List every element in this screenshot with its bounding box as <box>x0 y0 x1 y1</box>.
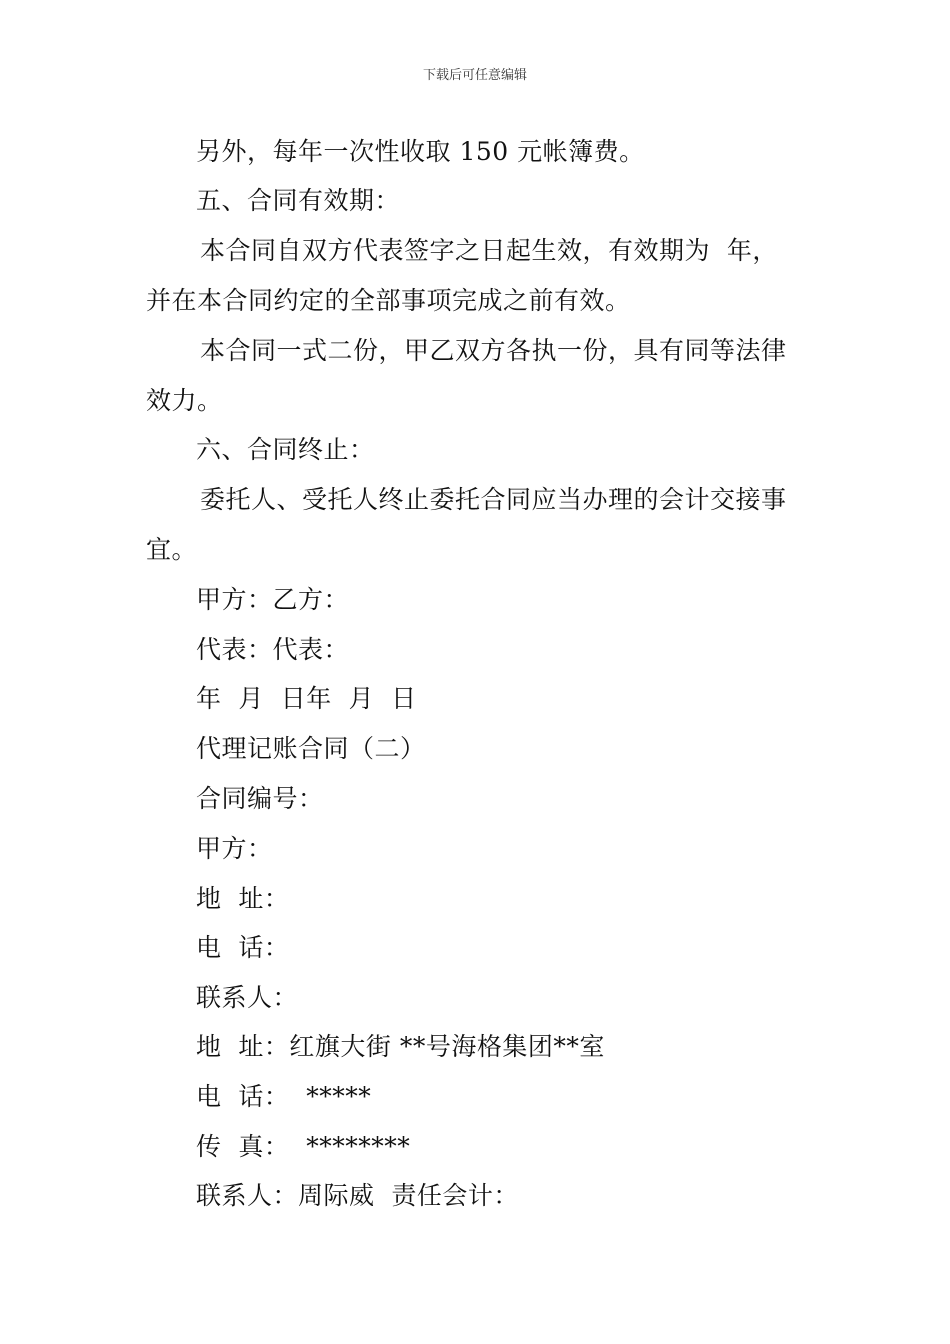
signature-parties: 甲方：乙方： <box>196 585 350 614</box>
paragraph-termination-line2: 宜。 <box>146 535 198 564</box>
contract-number-field: 合同编号： <box>196 784 324 813</box>
paragraph-termination-line1: 委托人、受托人终止委托合同应当办理的会计交接事 <box>200 485 787 514</box>
party-b-address: 地 址：红旗大街 **号海格集团**室 <box>196 1032 605 1061</box>
party-b-contact: 联系人：周际威 责任会计： <box>196 1181 519 1210</box>
signature-dates: 年 月 日年 月 日 <box>196 684 417 713</box>
section-heading-validity: 五、合同有效期： <box>196 186 401 215</box>
paragraph-validity-line1: 本合同自双方代表签字之日起生效，有效期为 年， <box>200 236 778 265</box>
paragraph-fee: 另外，每年一次性收取 150 元帐簿费。 <box>196 137 645 166</box>
party-a-address-field: 地 址： <box>196 884 290 913</box>
party-a-phone-field: 电 话： <box>196 933 290 962</box>
party-b-fax: 传 真： ******** <box>196 1132 411 1161</box>
party-a-field: 甲方： <box>196 834 273 863</box>
paragraph-copies-line2: 效力。 <box>146 386 223 415</box>
contract-two-title: 代理记账合同（二） <box>196 734 426 763</box>
party-a-contact-field: 联系人： <box>196 983 299 1012</box>
paragraph-copies-line1: 本合同一式二份，甲乙双方各执一份，具有同等法律 <box>200 336 787 365</box>
paragraph-validity-line2: 并在本合同约定的全部事项完成之前有效。 <box>146 286 631 315</box>
signature-representatives: 代表：代表： <box>196 635 350 664</box>
party-b-phone: 电 话： ***** <box>196 1082 372 1111</box>
section-heading-termination: 六、合同终止： <box>196 435 375 464</box>
page-header-note: 下载后可任意编辑 <box>422 68 527 83</box>
